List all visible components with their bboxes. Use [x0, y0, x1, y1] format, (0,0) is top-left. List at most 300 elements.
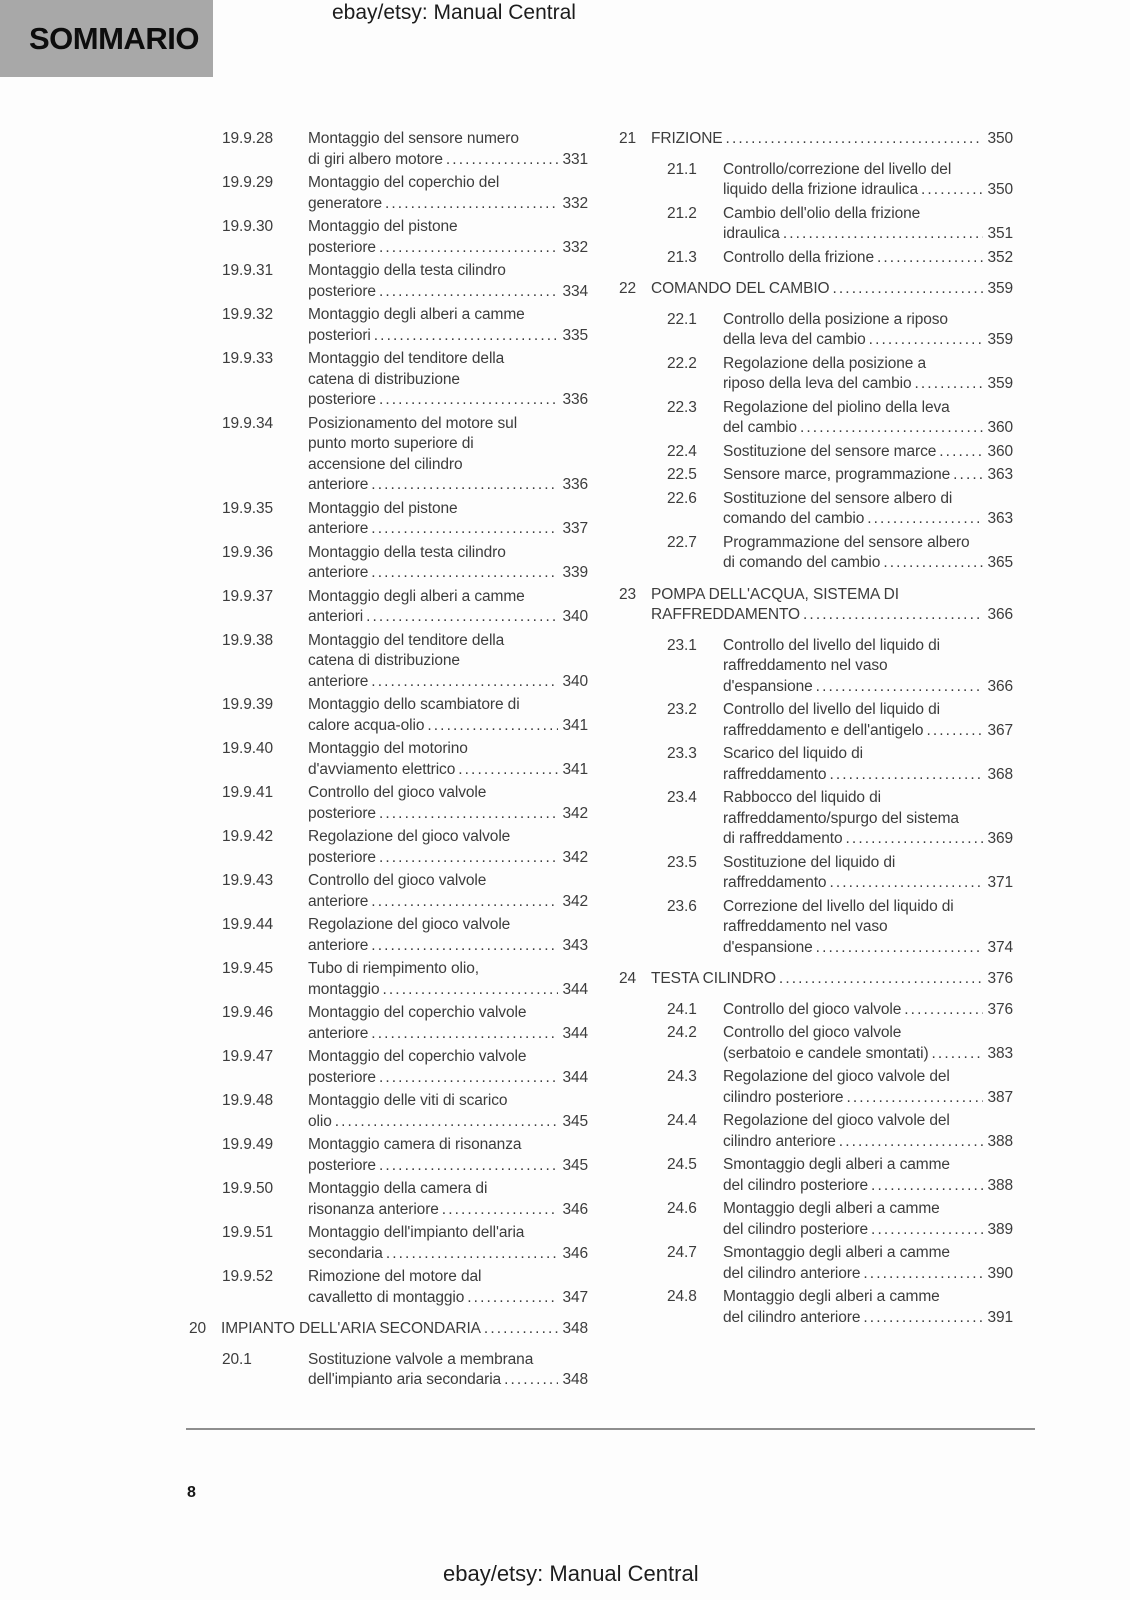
toc-entry-body: [723, 1067, 1013, 1108]
toc-entry-text: idraulica: [723, 225, 780, 242]
toc-entry-23.4: [618, 788, 1013, 850]
toc-entry-body: [723, 442, 1013, 463]
toc-entry-body: [723, 1111, 1013, 1152]
toc-entry-19.9.47: [188, 1047, 588, 1088]
toc-entry-line: [723, 509, 1013, 530]
toc-entry-line: [308, 848, 588, 869]
toc-entry-19.9.45: [188, 959, 588, 1000]
toc-entry-19.9.40: [188, 739, 588, 780]
toc-entry-page: 387: [987, 1088, 1013, 1106]
toc-entry-19.9.52: [188, 1267, 588, 1308]
toc-entry-line: [308, 563, 588, 584]
toc-entry-line: [308, 1068, 588, 1089]
toc-entry-page: 344: [562, 1024, 588, 1042]
dot-leader: [839, 1132, 984, 1153]
toc-entry-text: di giri albero motore: [308, 150, 443, 168]
toc-entry-body: [723, 204, 1013, 245]
toc-entry-19.9.35: [188, 499, 588, 540]
toc-entry-page: 345: [562, 1112, 588, 1130]
toc-entry-23.3: [618, 744, 1013, 785]
toc-entry-body: [308, 1135, 588, 1176]
dot-leader: [926, 721, 983, 742]
toc-entry-body: [308, 587, 588, 628]
toc-entry-number: 19.9.31: [222, 262, 274, 279]
toc-entry-number: 22.5: [667, 466, 697, 483]
toc-entry-text: d'espansione: [723, 938, 813, 956]
dot-leader: [829, 765, 983, 786]
toc-entry-page: 346: [562, 1244, 588, 1262]
toc-entry-text: anteriore: [308, 672, 369, 690]
toc-entry-line: [308, 760, 588, 781]
toc-entry-body: [723, 1000, 1013, 1021]
toc-entry-line: Controllo/correzione del livello del: [723, 160, 952, 178]
toc-entry-text: FRIZIONE: [651, 130, 723, 147]
toc-entry-body: [723, 248, 1013, 269]
toc-entry-page: 360: [987, 442, 1013, 460]
toc-entry-line: POMPA DELL'ACQUA, SISTEMA DI: [651, 585, 899, 603]
toc-column: [618, 129, 1013, 1394]
toc-entry-text: secondaria: [308, 1244, 383, 1262]
toc-entry-line: [723, 829, 1013, 850]
toc-entry-number: 23.3: [667, 745, 697, 762]
toc-entry-line: punto morto superiore di: [308, 435, 474, 452]
toc-entry-line: [723, 1220, 1013, 1241]
toc-entry-number: 19.9.43: [222, 872, 274, 889]
toc-entry-text: Sensore marce, programmazione: [723, 466, 951, 483]
toc-entry-line: Controllo del gioco valvole: [723, 1024, 902, 1041]
toc-entry-page: 366: [987, 677, 1013, 695]
toc-entry-page: 390: [987, 1264, 1013, 1282]
dot-leader: [371, 936, 558, 957]
toc-entry-page: 339: [562, 564, 588, 581]
toc-entry-body: [651, 129, 1013, 150]
toc-entry-23.1: [618, 636, 1013, 698]
toc-entry-line: Programmazione del sensore albero: [723, 533, 970, 551]
toc-entry-line: Tubo di riempimento olio,: [308, 960, 479, 977]
toc-entry-page: 359: [987, 375, 1013, 392]
dot-leader: [386, 1244, 559, 1265]
toc-entry-line: Sostituzione del sensore albero di: [723, 489, 953, 507]
toc-entry-line: [723, 1000, 1013, 1021]
toc-entry-line: [723, 442, 1013, 463]
toc-entry-number: 22.3: [667, 398, 697, 416]
toc-entry-line: [723, 1044, 1013, 1065]
toc-entry-number: 23.6: [667, 897, 697, 915]
dot-leader: [939, 442, 983, 463]
toc-entry-line: [308, 716, 588, 737]
toc-entry-page: 363: [987, 466, 1013, 483]
toc-entry-line: [308, 804, 588, 825]
toc-entry-page: 366: [987, 606, 1013, 623]
dot-leader: [442, 1200, 559, 1221]
toc-entry-page: 336: [562, 476, 588, 493]
sommario-title-box: [0, 0, 213, 77]
toc-entry-line: accensione del cilindro: [308, 455, 463, 473]
toc-entry-page: 376: [987, 1000, 1013, 1018]
dot-leader: [385, 194, 558, 215]
toc-entry-text: olio: [308, 1112, 332, 1130]
toc-entry-line: Montaggio del coperchio valvole: [308, 1004, 527, 1021]
toc-entry-22.4: [618, 442, 1013, 463]
toc-entry-number: 20: [189, 1320, 207, 1337]
toc-entry-line: [651, 969, 1013, 990]
toc-entry-line: Regolazione del gioco valvole del: [723, 1068, 950, 1085]
toc-entry-line: Montaggio del pistone: [308, 218, 458, 235]
toc-entry-text: COMANDO DEL CAMBIO: [651, 280, 830, 297]
toc-entry-line: [308, 936, 588, 957]
toc-entry-body: [308, 631, 588, 693]
toc-entry-line: Controllo del livello del liquido di: [723, 636, 940, 654]
toc-entry-number: 19.9.46: [222, 1004, 274, 1021]
toc-entry-body: [651, 585, 1013, 626]
toc-entry-body: [651, 279, 1013, 300]
dot-leader: [803, 605, 983, 626]
dot-leader: [869, 330, 984, 351]
toc-entry-text: del cilindro posteriore: [723, 1220, 869, 1238]
dot-leader: [382, 980, 558, 1001]
dot-leader: [379, 804, 559, 825]
toc-entry-page: 363: [987, 510, 1013, 527]
toc-entry-line: Montaggio degli alberi a camme: [308, 587, 525, 605]
toc-entry-body: [723, 1287, 1013, 1328]
toc-entry-body: [723, 1023, 1013, 1064]
toc-entry-line: Montaggio degli alberi a camme: [308, 306, 525, 323]
dot-leader: [366, 607, 558, 628]
toc-entry-text: montaggio: [308, 980, 380, 998]
toc-entry-body: [308, 261, 588, 302]
toc-entry-text: di raffreddamento: [723, 830, 843, 847]
toc-entry-line: [308, 519, 588, 540]
toc-entry-text: raffreddamento e dell'antigelo: [723, 721, 924, 739]
toc-entry-body: [723, 310, 1013, 351]
toc-entry-line: raffreddamento/spurgo del sistema: [723, 809, 959, 827]
toc-entry-body: [723, 744, 1013, 785]
toc-entry-number: 19.9.50: [222, 1180, 274, 1197]
toc-entry-24.6: [618, 1199, 1013, 1240]
dot-leader: [371, 563, 558, 584]
toc-entry-number: 24.4: [667, 1112, 697, 1129]
footer-rule: [186, 1428, 1035, 1430]
toc-entry-page: 344: [562, 980, 588, 998]
toc-entry-body: [723, 853, 1013, 894]
toc-entry-body: [308, 217, 588, 258]
toc-entry-text: cavalletto di montaggio: [308, 1288, 465, 1306]
toc-entry-body: [308, 915, 588, 956]
toc-entry-line: [308, 892, 588, 913]
toc-entry-text: IMPIANTO DELL'ARIA SECONDARIA: [221, 1320, 481, 1337]
dot-leader: [504, 1370, 558, 1391]
toc-entry-number: 20.1: [222, 1350, 252, 1368]
toc-entry-19.9.30: [188, 217, 588, 258]
toc-entry-19.9.46: [188, 1003, 588, 1044]
toc-entry-19.9.38: [188, 631, 588, 693]
toc-entry-number: 24.1: [667, 1000, 697, 1018]
toc-entry-number: 21.1: [667, 160, 697, 178]
toc-entry-line: [723, 765, 1013, 786]
toc-entry-page: 332: [562, 194, 588, 212]
toc-entry-page: 348: [562, 1371, 588, 1388]
toc-entry-line: [723, 721, 1013, 742]
toc-entry-text: del cilindro anteriore: [723, 1264, 861, 1282]
toc-entry-text: posteriori: [308, 326, 371, 344]
toc-entry-number: 19.9.34: [222, 414, 274, 432]
toc-entry-number: 24: [619, 970, 637, 987]
toc-entry-22.2: [618, 354, 1013, 395]
toc-entry-number: 22.6: [667, 489, 697, 507]
toc-entry-line: [723, 374, 1013, 395]
dot-leader: [783, 224, 984, 245]
toc-entry-page: 389: [987, 1220, 1013, 1238]
toc-entry-24.8: [618, 1287, 1013, 1328]
toc-entry-body: [723, 398, 1013, 439]
toc-entry-text: liquido della frizione idraulica: [723, 181, 918, 198]
toc-entry-line: [308, 1156, 588, 1177]
toc-entry-number: 22.4: [667, 442, 697, 460]
toc-entry-body: [308, 1267, 588, 1308]
toc-entry-text: del cilindro anteriore: [723, 1308, 861, 1326]
toc-entry-text: raffreddamento: [723, 765, 827, 783]
toc-entry-body: [651, 969, 1013, 990]
toc-entry-line: Montaggio della camera di: [308, 1180, 488, 1197]
toc-entry-23.5: [618, 853, 1013, 894]
toc-entry-body: [308, 414, 588, 496]
toc-entry-page: 341: [562, 760, 588, 778]
toc-entry-line: [308, 150, 588, 171]
toc-entry-line: [308, 194, 588, 215]
footer-title: ebay/etsy: Manual Central: [443, 1561, 699, 1586]
toc-entry-text: del cilindro posteriore: [723, 1176, 869, 1194]
dot-leader: [374, 326, 559, 347]
toc-entry-body: [723, 897, 1013, 959]
toc-entry-number: 19.9.47: [222, 1048, 274, 1065]
toc-entry-body: [308, 305, 588, 346]
toc-entry-page: 374: [987, 938, 1013, 956]
dot-leader: [371, 475, 558, 496]
toc-entry-text: cilindro anteriore: [723, 1132, 836, 1150]
toc-entry-number: 19.9.44: [222, 916, 274, 933]
toc-entry-body: [723, 1155, 1013, 1196]
dot-leader: [467, 1288, 558, 1309]
toc-entry-number: 24.6: [667, 1200, 697, 1217]
dot-leader: [883, 553, 983, 574]
toc-entry-19.9.37: [188, 587, 588, 628]
dot-leader: [379, 390, 559, 411]
toc-entry-text: dell'impianto aria secondaria: [308, 1371, 502, 1388]
toc-entry-text: risonanza anteriore: [308, 1200, 439, 1218]
toc-entry-19.9.36: [188, 543, 588, 584]
toc-entry-text: posteriore: [308, 1156, 376, 1174]
toc-entry-page: 344: [562, 1068, 588, 1086]
toc-entry-22.7: [618, 533, 1013, 574]
toc-entry-19.9.51: [188, 1223, 588, 1264]
toc-entry-22.1: [618, 310, 1013, 351]
toc-entry-line: raffreddamento nel vaso: [723, 918, 888, 935]
toc-entry-line: [723, 180, 1013, 201]
toc-entry-line: catena di distribuzione: [308, 370, 460, 388]
toc-entry-text: anteriore: [308, 1024, 369, 1042]
toc-entry-body: [723, 1243, 1013, 1284]
toc-entry-20: [188, 1319, 588, 1340]
dot-leader: [779, 969, 984, 990]
toc-entry-number: 22.1: [667, 310, 697, 328]
toc-entry-text: Sostituzione del sensore marce: [723, 442, 937, 460]
toc-entry-line: Sostituzione del liquido di: [723, 853, 896, 871]
toc-entry-line: [723, 465, 1013, 486]
toc-entry-body: [308, 1047, 588, 1088]
toc-entry-line: Montaggio del coperchio valvole: [308, 1048, 527, 1065]
toc-entry-body: [308, 739, 588, 780]
toc-entry-page: 343: [562, 936, 588, 954]
toc-entry-page: 340: [562, 672, 588, 690]
toc-entry-line: Regolazione del gioco valvole: [308, 828, 511, 845]
toc-entry-body: [723, 489, 1013, 530]
toc-entry-line: [723, 1088, 1013, 1109]
toc-entry-line: [308, 1370, 588, 1391]
toc-entry-page: 340: [562, 608, 588, 625]
toc-entry-line: [308, 1024, 588, 1045]
toc-entry-number: 21.3: [667, 248, 697, 266]
toc-entry-text: cilindro posteriore: [723, 1088, 844, 1106]
dot-leader: [867, 509, 983, 530]
toc-entry-line: [723, 224, 1013, 245]
toc-entry-22.5: [618, 465, 1013, 486]
toc-entry-line: Regolazione della posizione a: [723, 354, 927, 372]
toc-entry-text: posteriore: [308, 804, 376, 822]
toc-entry-text: posteriore: [308, 238, 376, 256]
toc-entry-text: Controllo del gioco valvole: [723, 1000, 902, 1018]
toc-entry-line: [308, 672, 588, 693]
toc-entry-page: 342: [562, 892, 588, 910]
toc-entry-line: Regolazione del gioco valvole: [308, 916, 511, 933]
toc-entry-body: [723, 788, 1013, 850]
toc-entry-line: Correzione del livello del liquido di: [723, 897, 954, 915]
toc-entry-text: d'avviamento elettrico: [308, 760, 456, 778]
toc-entry-24: [618, 969, 1013, 990]
toc-entry-19.9.49: [188, 1135, 588, 1176]
toc-entry-22: [618, 279, 1013, 300]
dot-leader: [832, 279, 983, 300]
toc-entry-text: posteriore: [308, 848, 376, 866]
toc-entry-page: 360: [987, 419, 1013, 436]
dot-leader: [800, 418, 983, 439]
dot-leader: [379, 1156, 559, 1177]
toc-entry-line: Smontaggio degli alberi a camme: [723, 1156, 950, 1173]
toc-entry-number: 19.9.37: [222, 587, 274, 605]
toc-entry-body: [723, 533, 1013, 574]
toc-entry-number: 19.9.52: [222, 1268, 274, 1285]
toc-entry-23.2: [618, 700, 1013, 741]
header-title: ebay/etsy: Manual Central: [332, 1, 576, 24]
toc-entry-line: Cambio dell'olio della frizione: [723, 204, 921, 222]
toc-entry-19.9.48: [188, 1091, 588, 1132]
toc-entry-19.9.44: [188, 915, 588, 956]
toc-entry-body: [308, 959, 588, 1000]
sommario-label: SOMMARIO: [29, 20, 199, 56]
toc-entry-text: d'espansione: [723, 677, 813, 695]
toc-entry-page: 367: [987, 721, 1013, 739]
toc-entry-text: generatore: [308, 194, 382, 212]
toc-entry-line: Controllo del livello del liquido di: [723, 701, 940, 718]
toc-entry-line: Montaggio del pistone: [308, 499, 458, 517]
toc-entry-number: 19.9.32: [222, 306, 274, 323]
toc-entry-19.9.39: [188, 695, 588, 736]
toc-entry-body: [723, 700, 1013, 741]
toc-entry-page: 346: [562, 1200, 588, 1218]
toc-entry-line: [308, 238, 588, 259]
toc-entry-21.3: [618, 248, 1013, 269]
toc-entry-body: [308, 173, 588, 214]
toc-entry-line: Montaggio dell'impianto dell'aria: [308, 1224, 525, 1241]
dot-leader: [932, 1044, 984, 1065]
toc-entry-body: [308, 1179, 588, 1220]
dot-leader: [846, 829, 984, 850]
toc-entry-page: 350: [987, 130, 1013, 147]
toc-entry-number: 23: [619, 585, 637, 603]
toc-entry-24.3: [618, 1067, 1013, 1108]
toc-entry-page: 359: [987, 331, 1013, 348]
toc-entry-number: 23.2: [667, 701, 697, 718]
toc-entry-21.1: [618, 160, 1013, 201]
toc-entry-number: 19.9.36: [222, 543, 274, 561]
dot-leader: [829, 873, 983, 894]
toc-entry-number: 19.9.33: [222, 350, 274, 367]
dot-leader: [446, 150, 559, 171]
toc-entry-24.7: [618, 1243, 1013, 1284]
toc-entry-number: 19.9.29: [222, 174, 274, 191]
toc-entry-page: 348: [562, 1320, 588, 1337]
toc-entry-line: Scarico del liquido di: [723, 745, 863, 762]
toc-entry-body: [308, 129, 588, 170]
toc-entry-text: calore acqua-olio: [308, 716, 425, 734]
toc-entry-body: [308, 827, 588, 868]
toc-entry-body: [308, 1350, 588, 1391]
toc-entry-number: 19.9.42: [222, 828, 274, 845]
toc-entry-19.9.32: [188, 305, 588, 346]
toc-entry-body: [308, 783, 588, 824]
toc-entry-body: [723, 1199, 1013, 1240]
toc-entry-number: 22.7: [667, 533, 697, 551]
toc-entry-body: [723, 160, 1013, 201]
dot-leader: [379, 282, 559, 303]
toc-entry-page: 334: [562, 282, 588, 300]
toc-entry-page: 359: [987, 280, 1013, 297]
toc-entry-line: [308, 390, 588, 411]
toc-entry-body: [308, 695, 588, 736]
toc-entry-page: 341: [562, 716, 588, 734]
dot-leader: [953, 465, 983, 486]
toc-entry-line: Montaggio camera di risonanza: [308, 1136, 522, 1153]
toc-entry-line: catena di distribuzione: [308, 652, 460, 669]
toc-entry-line: [308, 1244, 588, 1265]
page-number: 8: [187, 1484, 196, 1501]
toc-entry-page: 388: [987, 1176, 1013, 1194]
toc-entry-page: 337: [562, 520, 588, 537]
toc-entry-text: (serbatoio e candele smontati): [723, 1044, 929, 1062]
toc-entry-line: [723, 1132, 1013, 1153]
toc-entry-text: raffreddamento: [723, 874, 827, 891]
toc-entry-body: [308, 1003, 588, 1044]
toc-entry-line: [723, 873, 1013, 894]
toc-entry-line: Montaggio della testa cilindro: [308, 262, 506, 279]
toc-entry-line: Regolazione del piolino della leva: [723, 398, 950, 416]
toc-entry-line: Montaggio della testa cilindro: [308, 543, 506, 561]
toc-entry-line: raffreddamento nel vaso: [723, 657, 888, 674]
dot-leader: [871, 1220, 983, 1241]
toc-entry-text: anteriori: [308, 608, 364, 625]
dot-leader: [863, 1308, 983, 1329]
toc-entry-text: anteriore: [308, 936, 369, 954]
toc-entry-number: 21.2: [667, 204, 697, 222]
